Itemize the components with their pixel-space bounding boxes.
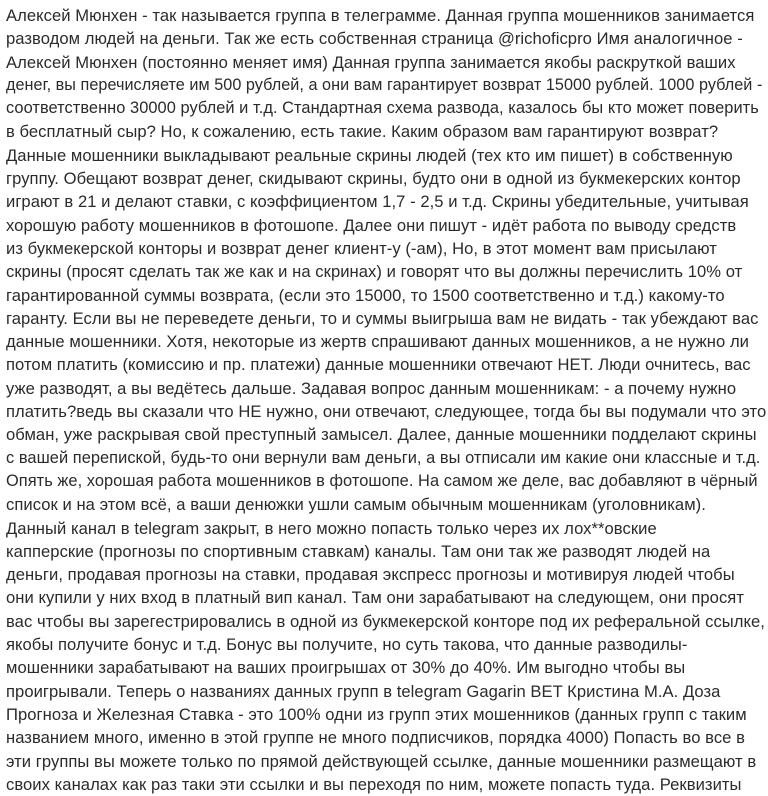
text-line: гарантированной суммы возврата, (если это 15000, то 1500 соответственно и т.д.) какому-то [6, 285, 725, 305]
text-line: своих каналах как раз таки эти ссылки и вы переходя по ним, можете попасть туда. Реквизиты [6, 774, 742, 794]
text-line: мошенники зарабатывают на ваших проигрышах от 30% до 40%. Им выгодно чтобы вы [6, 658, 686, 678]
text-line: проигрывали. Теперь о названиях данных групп в telegram Gagarin BET Кристина М.А. Доза [6, 681, 721, 701]
post-text [6, 0, 766, 796]
text-line: эти группы вы можете только по прямой действующей ссылке, данные мошенники размещают в [6, 751, 757, 771]
text-line: они купили у них вход в платный вип канал. Там они зарабатывают на следующем, они просят [6, 588, 744, 608]
text-line: потом платить (комиссию и пр. платежи) данные мошенники отвечают НЕТ. Люди очнитесь, вас [6, 355, 751, 375]
post-container [6, 0, 767, 794]
text-line: деньги, продавая прогнозы на ставки, продавая экспресс прогнозы и мотивируя людей чтобы [6, 565, 735, 585]
text-line: соответственно 30000 рублей и т.д. Стандартная схема развода, казалось бы кто может поверить [6, 99, 759, 118]
text-line: вас чтобы вы зарегестрировались в одной из букмекерской конторе под их реферальной ссылке, [6, 611, 765, 631]
text-line: платить?ведь вы сказали что НЕ нужно, они отвечают, следующее, тогда бы вы подумали что это [6, 402, 767, 422]
text-line: Алексей Мюнхен - так называется группа в телеграмме. Данная группа мошенников занимается [6, 6, 755, 25]
text-line: в бесплатный сыр? Но, к сожалению, есть такие. Каким образом вам гарантируют возврат? [6, 122, 719, 142]
text-line: Алексей Мюнхен (постоянно меняет имя) Данная группа занимается якобы раскруткой ваших [6, 52, 736, 72]
text-line: капперские (прогнозы по спортивным ставкам) каналы. Там они так же разводят людей на [6, 541, 711, 561]
text-line: группу. Обещают возврат денег, скидывают скрины, будто они в одной из букмекерских контор [6, 169, 741, 189]
text-line: хорошую работу мошенников в фотошопе. Далее они пишут - идёт работа по выводу средств [6, 215, 737, 235]
text-line: из букмекерской конторы и возврат денег клиент-у (-ам), Но, в этот момент вам присылают [6, 238, 717, 258]
text-line: Прогноза и Железная Ставка - это 100% одни из групп этих мошенников (данных групп с таким [6, 704, 747, 724]
text-line: разводом людей на деньги. Так же есть собственная страница @richoficpro Имя аналогичное - [6, 29, 743, 49]
text-line: гаранту. Если вы не переведете деньги, то и суммы выигрыша вам не видать - так убеждают вас [6, 308, 759, 328]
text-line: играют в 21 и делают ставки, с коэффициентом 1,7 - 2,5 и т.д. Скрины убедительные, учитывая [6, 192, 749, 212]
text-line: данные мошенники. Хотя, некоторые из жертв спрашивают данных мошенников, а не нужно ли [6, 332, 749, 352]
text-line: обман, уже раскрывая свой преступный замысел. Далее, данные мошенники подделают скрины [6, 425, 757, 445]
text-line: с вашей перепиской, будь-то они вернули вам деньги, а вы отписали им какие они классные и т.д. [6, 448, 761, 467]
text-line: якобы получите бонус и т.д. Бонус вы получите, но суть такова, что данные разводилы- [6, 635, 688, 655]
text-line: Опять же, хорошая работа мошенников в фотошопе. На самом же деле, вас добавляют в чёрный [6, 471, 758, 490]
text-line: названием много, именно в этой группе не много подписчиков, порядка 4000) Попасть во все в [6, 728, 745, 748]
text-line: список и на этом всё, а ваши денюжки ушли самым обычным мошенникам (уголовникам). [6, 495, 706, 515]
text-line: денег, вы перечисляете им 500 рублей, а они вам гарантирует возврат 15000 рублей. 1000 рублей - [6, 75, 763, 94]
text-line: Данный канал в telegram закрыт, в него можно попасть только через их лох**овские [6, 518, 657, 538]
text-line: скрины (просят сделать так же как и на скринах) и говорят что вы должны перечислить 10% от [6, 262, 743, 282]
text-line: уже разводят, а вы ведётесь дальше. Задавая вопрос данным мошенникам: - а почему нужно [6, 378, 737, 398]
text-line: Данные мошенники выкладывают реальные скрины людей (тех кто им пишет) в собственную [6, 145, 733, 165]
